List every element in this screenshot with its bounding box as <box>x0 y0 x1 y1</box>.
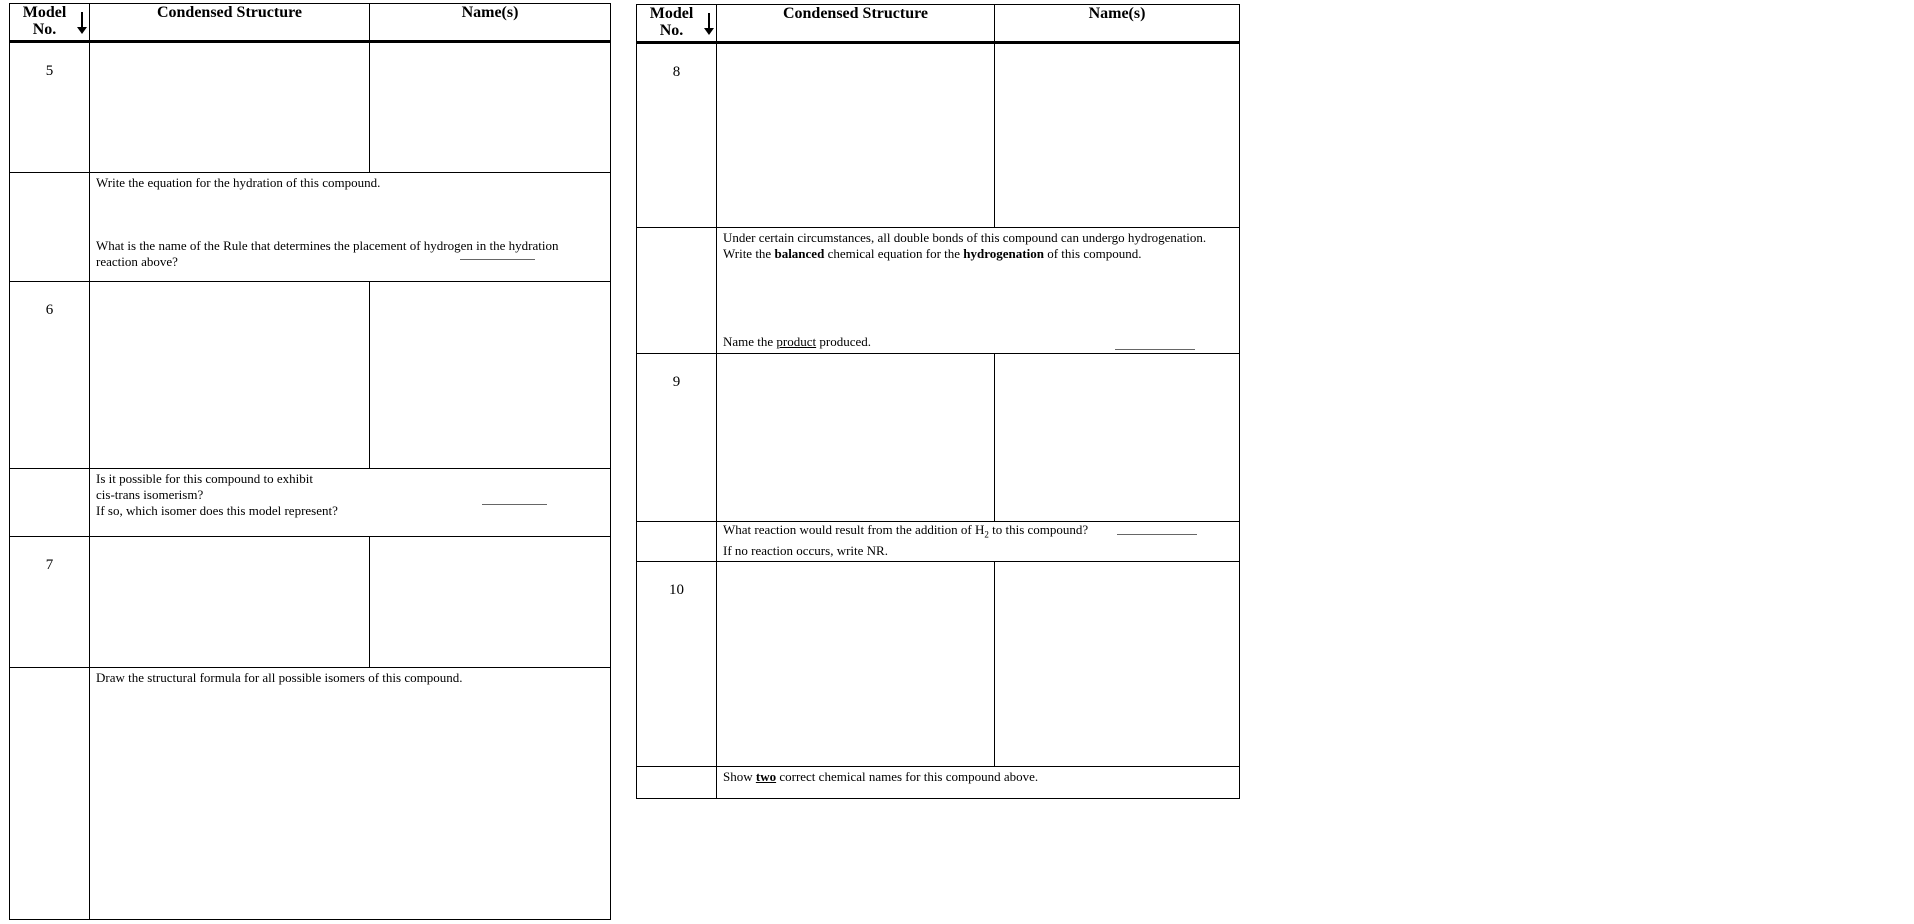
question-rule-name: What is the name of the Rule that determines the placement of hydrogen in the hydration reaction above? <box>96 238 559 269</box>
down-arrow-icon <box>81 12 83 30</box>
names-cell-10[interactable] <box>995 561 1240 766</box>
model-number-9: 9 <box>637 354 717 522</box>
condensed-structure-header: Condensed Structure <box>90 4 370 42</box>
structure-cell-9[interactable] <box>717 354 995 522</box>
left-worksheet-table <box>9 3 611 920</box>
structure-cell-5[interactable] <box>90 42 370 173</box>
model-number-6: 6 <box>10 282 90 469</box>
names-cell-5[interactable] <box>370 42 611 173</box>
condensed-structure-header: Condensed Structure <box>717 5 995 43</box>
names-header: Name(s) <box>995 5 1240 43</box>
question-cis-trans-line3: If so, which isomer does this model represent? <box>96 503 338 518</box>
question-cell-8[interactable] <box>717 228 1240 354</box>
question-h2-addition: What reaction would result from the addition of $H_2$ to this compound? <box>723 522 1089 540</box>
model-header-line2: No. <box>659 22 684 39</box>
structure-cell-7[interactable] <box>90 537 370 668</box>
model-number-8: 8 <box>637 43 717 228</box>
model-number-5: 5 <box>10 42 90 173</box>
question-cell-5[interactable] <box>90 173 611 282</box>
answer-blank-8[interactable] <box>1115 349 1195 350</box>
names-cell-9[interactable] <box>995 354 1240 522</box>
down-arrow-icon <box>708 13 710 31</box>
model-header-line1: Model <box>649 5 694 22</box>
names-header: Name(s) <box>370 4 611 42</box>
question-nr-note: If no reaction occurs, write NR. <box>723 542 888 558</box>
structure-cell-6[interactable] <box>90 282 370 469</box>
question-hydration-equation: Write the equation for the hydration of this compound. <box>96 175 381 190</box>
blank-model-cell <box>637 522 717 562</box>
question-two-names: Show two correct chemical names for this compound above. <box>723 768 1039 784</box>
question-hydrogenation-line2: Write the balanced chemical equation for the hydrogenation of this compound. <box>723 246 1142 261</box>
names-cell-6[interactable] <box>370 282 611 469</box>
model-number-7: 7 <box>10 537 90 668</box>
question-cell-9[interactable] <box>717 522 1240 562</box>
names-cell-7[interactable] <box>370 537 611 668</box>
question-cis-trans-line1: Is it possible for this compound to exhibit <box>96 471 314 486</box>
right-worksheet-table <box>636 4 1240 799</box>
blank-model-cell <box>637 228 717 354</box>
model-number-10: 10 <box>637 561 717 766</box>
model-header-line2: No. <box>32 21 57 38</box>
names-cell-8[interactable] <box>995 43 1240 228</box>
blank-model-cell <box>10 469 90 537</box>
question-cell-6[interactable] <box>90 469 611 537</box>
blank-model-cell <box>10 668 90 920</box>
structure-cell-8[interactable] <box>717 43 995 228</box>
model-number-header <box>637 5 717 43</box>
model-number-header <box>10 4 90 42</box>
question-cell-7[interactable] <box>90 668 611 920</box>
structure-cell-10[interactable] <box>717 561 995 766</box>
blank-model-cell <box>637 766 717 798</box>
question-name-product: Name the product produced. <box>723 334 872 349</box>
answer-blank-9[interactable] <box>1117 534 1197 535</box>
question-draw-isomers: Draw the structural formula for all possible isomers of this compound. <box>96 670 463 685</box>
answer-blank-5[interactable] <box>460 259 535 260</box>
answer-blank-6[interactable] <box>482 504 547 505</box>
question-cell-10[interactable] <box>717 766 1240 798</box>
question-hydrogenation-line1: Under certain circumstances, all double bonds of this compound can undergo hydrogenation. <box>723 230 1207 245</box>
blank-model-cell <box>10 173 90 282</box>
model-header-line1: Model <box>22 4 67 21</box>
question-cis-trans-line2: cis-trans isomerism? <box>96 487 204 502</box>
